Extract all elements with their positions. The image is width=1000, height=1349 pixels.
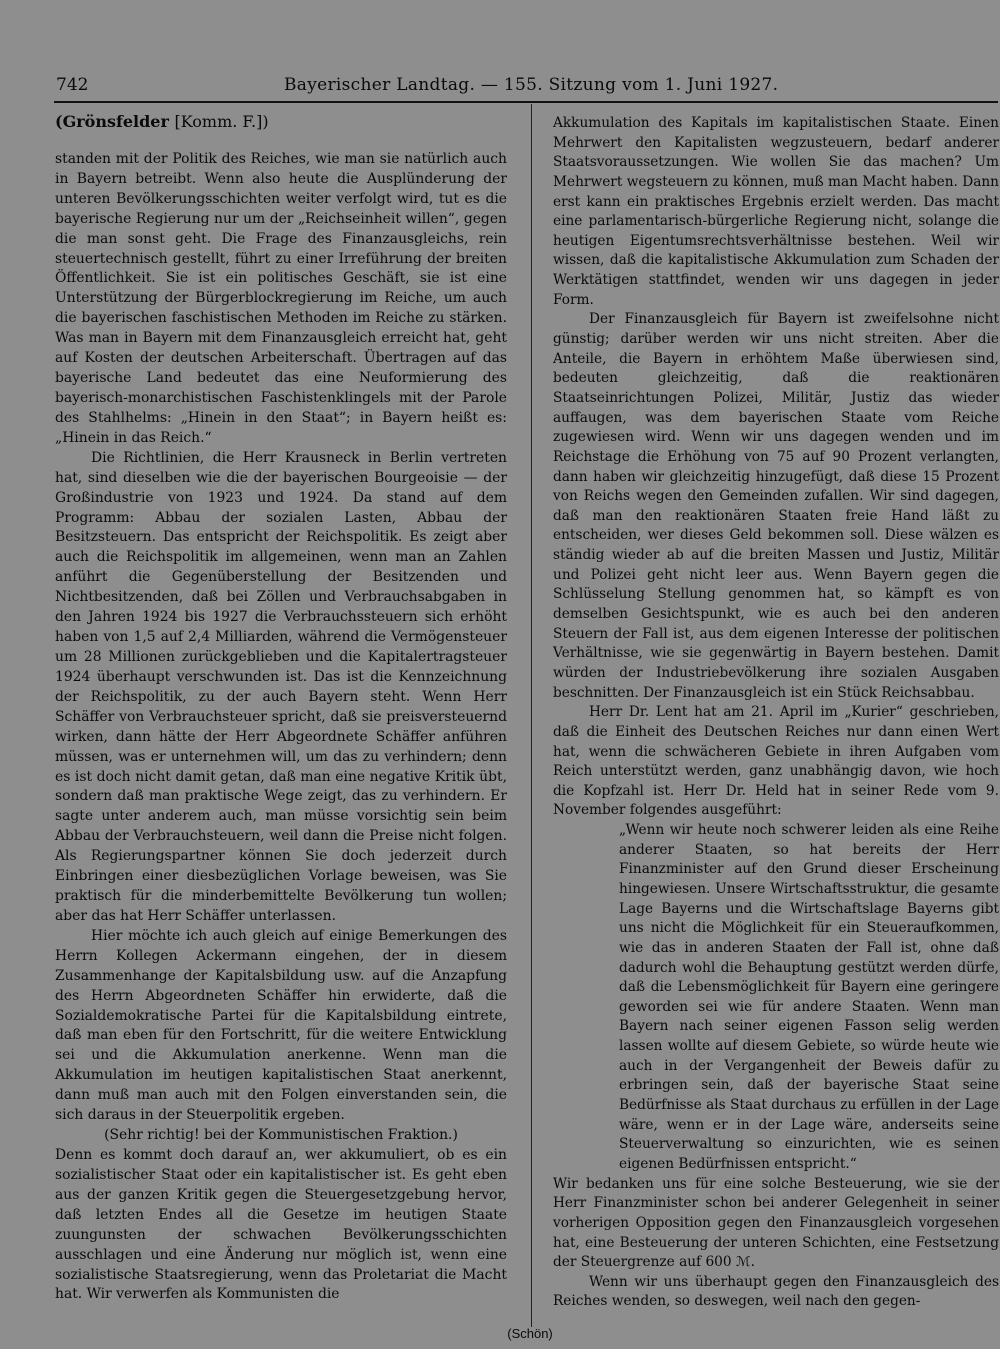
paragraph: Der Finanzausgleich für Bayern ist zweifelsohne nicht günstig; darüber werden wir uns nicht streiten. Aber die Anteile, die Bayern in erhöhtem Maße überwiesen sind, bedeuten gleichzeitig, daß die reaktionären Staatseinrichtungen Polizei, Militär, Justiz das wieder auffaugen, was dem bayerischen Staate vom Reiche zugewiesen wird. Wenn wir uns dagegen wenden und im Reichstage die Erhöhung von 75 auf 90 Prozent verlangten, dann haben wir gleichzeitig hinzugefügt, daß diese 15 Prozent von Reichs wegen den Gemeinden zufallen. Wir sind dagegen, daß man den reaktionären Staaten freie Hand läßt zu entscheiden, wer dieses Geld bekommen soll. Diese wälzen es ständig wieder ab auf die breiten Massen und Justiz, Militär und Polizei geht nicht leer aus. Wenn Bayern gegen die Schlüsselung Stellung genommen hat, so kämpft es von demselben Gesichtspunkt, wie es auch bei den anderen Steuern der Fall ist, aus dem eigenen Interesse der politischen Verhältnisse, wie sie gegenwärtig in Bayern bestehen. Damit würden der Industriebevölkerung ihre sozialen Ausgaben beschnitten. Der Finanzausgleich ist ein Stück Reichsabbau. [553, 311, 999, 701]
page-footer: (Schön) [507, 1326, 553, 1341]
left-column [55, 112, 507, 1305]
paragraph: Wir bedanken uns für eine solche Besteuerung, wie sie der Herr Finanzminister schon bei anderer Gelegenheit in seiner vorherigen Opposition gegen den Finanzausgleich vorgesehen hat, eine Besteuerung der unteren Schichten, eine Festsetzung der Steuergrenze auf 600 ℳ. [553, 1175, 999, 1271]
speaker-heading [55, 112, 507, 132]
paragraph: Hier möchte ich auch gleich auf einige Bemerkungen des Herrn Kollegen Ackermann eingehen, der in diesem Zusammenhange der Kapitalsbildung usw. auf die Anzapfung des Herrn Abgeordneten Schäffer hin erwiderte, daß die Sozialdemokratische Partei für die Kapitalsbildung eintrete, daß man eben für den Fortschritt, für die weitere Entwicklung sei und die Akkumulation anerkenne. Wenn man die Akkumulation im heutigen kapitalistischen Staat anerkennt, dann muß man auch mit den Folgen einverstanden sein, die sich daraus in der Steuerpolitik ergeben. [55, 927, 507, 1124]
page-number: 742 [56, 75, 89, 95]
paragraph: Denn es kommt doch darauf an, wer akkumuliert, ob es ein sozialistischer Staat oder ein kapitalistischer ist. Es geht eben aus der ganzen Kritik gegen die Steuergesetzgebung hervor, daß letzten Endes all die Gesetze im heutigen Staate zuungunsten der schwachen Bevölkerungsschichten ausschlagen und eine Änderung nur möglich ist, wenn eine sozialistische Staatsregierung, wenn das Proletariat die Macht hat. Wir verwerfen als Kommunisten die [55, 1147, 507, 1303]
column-divider [531, 104, 532, 1327]
header-rule [54, 101, 998, 103]
paragraph: Herr Dr. Lent hat am 21. April im „Kurier“ geschrieben, daß die Einheit des Deutschen Reiches nur dann einen Wert hat, wenn die schwächeren Gebiete in ihren Aufgaben vom Reich unterstützt werden, ganz unabhängig davon, wie hoch die Kopfzahl ist. Herr Dr. Held hat in seiner Rede vom 9. November folgendes ausgeführt: [553, 704, 999, 819]
paragraph: Die Richtlinien, die Herr Krausneck in Berlin vertreten hat, sind dieselben wie die der bayerischen Bourgeoisie — der Großindustrie von 1923 und 1924. Da stand auf dem Programm: Abbau der sozialen Lasten, Abbau der Besitzsteuern. Das entspricht der Reichspolitik. Es zeigt aber auch die Reichspolitik im allgemeinen, wenn man an Zahlen anführt die Gegenüberstellung der Besitzenden und Nichtbesitzenden, daß bei Zöllen und Verbrauchsabgaben in den Jahren 1924 bis 1927 die Verbrauchssteuern sich erhöht haben von 1,5 auf 2,4 Milliarden, während die Vermögensteuer um 28 Millionen zurückgeblieben und die Kapitalertragsteuer 1924 überhaupt verschwunden ist. Das ist die Kennzeichnung der Reichspolitik, zu der auch Bayern steht. Wenn Herr Schäffer von Verbrauchsteuer spricht, daß sie preisversteuernd wirken, dann hätte der Herr Abgeordnete Schäffer anführen müssen, was er unternehmen will, um das zu verhindern; denn es ist doch nicht damit getan, daß man eine negative Kritik übt, sondern daß man praktische Wege zeigt, das zu verhindern. Er sagte unter anderem auch, man müsse vorsichtig sein beim Abbau der Verbrauchsteuern, weil dann die Preise nicht folgen. Als Regierungspartner können Sie doch jederzeit durch Einbringen einer diesbezüglichen Vorlage beweisen, was Sie praktisch für die minderbemittelte Bevölkerung tun wollen; aber das hat Herr Schäffer unterlassen. [55, 449, 507, 924]
speaker-party: [Komm. F.]) [174, 112, 269, 131]
block-quote: „Wenn wir heute noch schwerer leiden als eine Reihe anderer Staaten, so hat bereits der Herr Finanzminister auf den Grund dieser Erscheinung hingewiesen. Unsere Wirtschaftsstruktur, die gesamte Lage Bayerns und die Wirtschaftslage Bayerns gibt uns nicht die Möglichkeit für ein Steueraufkommen, wie das in anderen Staaten der Fall ist, ohne daß dadurch wohl die Behauptung gestützt werden dürfe, daß die Lebensmöglichkeit für Bayern eine geringere geworden sei wie für andere Staaten. Wenn man Bayern nach seiner eigenen Fasson selig werden lassen wollte auf diesem Gebiete, so würde heute wie auch in der Vergangenheit der Beweis dafür zu erbringen sein, daß der bayerische Staat seine Bedürfnisse als Staat durchaus zu erfüllen in der Lage wäre, wenn er in der Lage wäre, anderseits seine Steuerverwaltung so einzurichten, wie es seinen eigenen Bedürfnissen entspricht.“ [619, 822, 999, 1172]
paragraph: Wenn wir uns überhaupt gegen den Finanzausgleich des Reiches wenden, so deswegen, weil nach den gegen- [553, 1273, 999, 1310]
right-column [553, 114, 999, 1312]
paragraph: Akkumulation des Kapitals im kapitalistischen Staate. Einen Mehrwert den Kapitalisten wegzusteuern, bedarf anderer Staatsvoraussetzungen. Wie wollen Sie das machen? Um Mehrwert wegsteuern zu können, muß man Macht haben. Dann erst kann ein praktisches Ergebnis erzielt werden. Das macht eine parlamentarisch-bürgerliche Regierung nicht, solange die heutigen Eigentumsrechtsverhältnisse bestehen. Weil wir wissen, daß die kapitalistische Akkumulation zum Schaden der Werktätigen stattfindet, wenden wir uns dagegen in jeder Form. [553, 115, 999, 308]
page-header [56, 72, 996, 98]
interjection: (Sehr richtig! bei der Kommunistischen Fraktion.) [104, 1127, 458, 1144]
paragraph: standen mit der Politik des Reiches, wie man sie natürlich auch in Bayern betreibt. Wenn also heute die Ausplünderung der unteren Bevölkerungsschichten weiter verfolgt wird, tut es die bayerische Regierung nur um der „Reichseinheit willen“, gegen die man sonst geht. Die Frage des Finanzausgleichs, rein steuertechnisch gestellt, führt zu einer Irreführung der breiten Öffentlichkeit. Sie ist ein politisches Geschäft, sie ist eine Unterstützung der Bürgerblockregierung im Reiche, um auch die bayerischen faschistischen Methoden im Reiche zu stärken. Was man in Bayern mit dem Finanzausgleich erreicht hat, geht auf Kosten der deutschen Arbeiterschaft. Übertragen auf das bayerische Land bedeutet das eine Neuformierung des bayerisch-monarchistischen Faschistenklingels mit der Parole des Stahlhelms: „Hinein in den Staat“; in Bayern heißt es: „Hinein in das Reich.“ [55, 150, 507, 446]
running-title: Bayerischer Landtag. — 155. Sitzung vom 1. Juni 1927. [284, 75, 779, 95]
speaker-name: (Grönsfelder [55, 112, 169, 131]
